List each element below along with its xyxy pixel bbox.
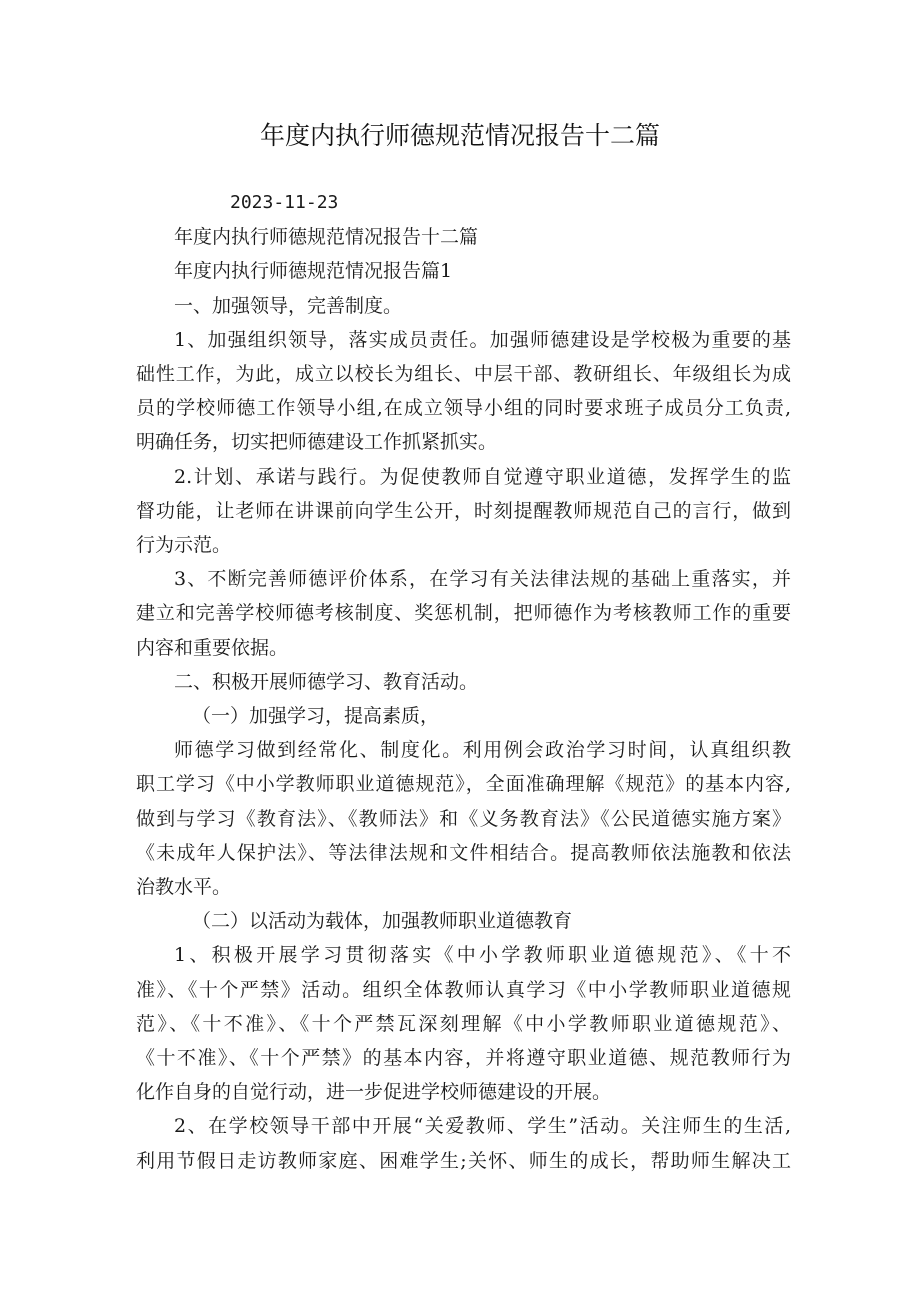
document-body — [136, 186, 791, 1178]
text-line: （二）以活动为载体，加强教师职业道德教育 — [192, 910, 573, 933]
text-line: 师德学习做到经常化、制度化。利用例会政治学习时间，认真组织教 — [174, 739, 791, 762]
document-date: 2023-11-23 — [230, 192, 339, 213]
text-line: 3、不断完善师德评价体系，在学习有关法律法规的基础上重落实，并 — [174, 568, 791, 591]
text-line: 年度内执行师德规范情况报告篇1 — [174, 260, 453, 283]
text-line: 督功能，让老师在讲课前向学生公开，时刻提醒教师规范自己的言行，做到 — [136, 499, 791, 522]
text-line: 职工学习《中小学教师职业道德规范》，全面准确理解《规范》的基本内容, — [136, 773, 791, 796]
text-line: 建立和完善学校师德考核制度、奖惩机制，把师德作为考核教师工作的重要 — [136, 602, 791, 625]
text-line: 治教水平。 — [136, 876, 232, 899]
text-line: 准》、《十个严禁》活动。组织全体教师认真学习《中小学教师职业道德规 — [136, 978, 791, 1001]
text-line: 化作自身的自觉行动，进一步促进学校师德建设的开展。 — [136, 1081, 612, 1104]
text-line: 内容和重要依据。 — [136, 636, 289, 659]
text-line: 础性工作，为此，成立以校长为组长、中层干部、教研组长、年级组长为成 — [136, 363, 791, 386]
text-line: 利用节假日走访教师家庭、困难学生;关怀、师生的成长，帮助师生解决工 — [136, 1149, 791, 1172]
text-line: 做到与学习《教育法》、《教师法》和《义务教育法》《公民道德实施方案》 — [136, 807, 791, 830]
text-line: 二、积极开展师德学习、教育活动。 — [174, 670, 479, 693]
text-line: 年度内执行师德规范情况报告十二篇 — [174, 226, 479, 249]
text-line: 2.计划、承诺与践行。为促使教师自觉遵守职业道德，发挥学生的监 — [174, 465, 791, 488]
text-line: 一、加强领导，完善制度。 — [174, 294, 403, 317]
text-line: 范》、《十不准》、《十个严禁瓦深刻理解《中小学教师职业道德规范》、 — [136, 1012, 791, 1035]
text-line: 1、加强组织领导，落实成员责任。加强师德建设是学校极为重要的基 — [174, 328, 791, 351]
text-line: 2、在学校领导干部中开展“关爱教师、学生”活动。关注师生的生活, — [174, 1115, 791, 1138]
text-line: 明确任务，切实把师德建设工作抓紧抓实。 — [136, 431, 498, 454]
document-title: 年度内执行师德规范情况报告十二篇 — [259, 121, 660, 150]
text-line: 《十不准》、《十个严禁》的基本内容，并将遵守职业道德、规范教师行为 — [136, 1047, 791, 1070]
text-line: 1、积极开展学习贯彻落实《中小学教师职业道德规范》、《十不 — [174, 944, 791, 967]
text-line: 《未成年人保护法》、等法律法规和文件相结合。提高教师依法施教和依法 — [136, 841, 791, 864]
text-line: （一）加强学习，提高素质， — [192, 705, 440, 728]
text-line: 员的学校师德工作领导小组,在成立领导小组的同时要求班子成员分工负责, — [136, 397, 791, 420]
text-line: 行为示范。 — [136, 534, 232, 557]
